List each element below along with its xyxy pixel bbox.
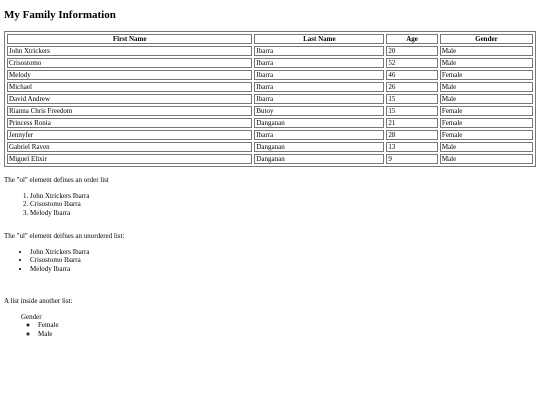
cell-gender: Male bbox=[440, 154, 533, 164]
outer-list bbox=[4, 313, 536, 339]
cell-last-name: Ibarra bbox=[254, 82, 384, 92]
list-item: 1. John Xtrickers Ibarra bbox=[30, 192, 536, 201]
cell-last-name: Danganan bbox=[254, 154, 384, 164]
cell-age: 20 bbox=[386, 46, 437, 56]
cell-first-name: Crisostomo bbox=[7, 58, 252, 68]
list-item: 2. Crisostomo Ibarra bbox=[30, 200, 536, 209]
cell-gender: Male bbox=[440, 58, 533, 68]
list-item: ◦ Female bbox=[38, 321, 536, 330]
table-row bbox=[7, 106, 533, 116]
cell-age: 28 bbox=[386, 130, 437, 140]
cell-last-name: Butoy bbox=[254, 106, 384, 116]
list-item: ◦ Male bbox=[38, 330, 536, 339]
cell-age: 15 bbox=[386, 106, 437, 116]
cell-gender: Male bbox=[440, 142, 533, 152]
cell-first-name: Gabriel Raven bbox=[7, 142, 252, 152]
column-header-gender: Gender bbox=[440, 34, 533, 44]
cell-gender: Female bbox=[440, 130, 533, 140]
cell-last-name: Ibarra bbox=[254, 130, 384, 140]
table-row bbox=[7, 130, 533, 140]
column-header-age: Age bbox=[386, 34, 437, 44]
table-row bbox=[7, 94, 533, 104]
cell-age: 9 bbox=[386, 154, 437, 164]
table-header-row bbox=[7, 34, 533, 44]
ordered-list bbox=[4, 192, 536, 218]
cell-last-name: Ibarra bbox=[254, 46, 384, 56]
column-header-last-name: Last Name bbox=[254, 34, 384, 44]
cell-last-name: Danganan bbox=[254, 118, 384, 128]
gender-label: Gender bbox=[21, 312, 42, 321]
ol-description: The "ol" element defines an order list bbox=[4, 176, 109, 184]
cell-gender: Female bbox=[440, 70, 533, 80]
cell-first-name: Princess Ronia bbox=[7, 118, 252, 128]
unordered-list bbox=[4, 248, 536, 274]
cell-gender: Male bbox=[440, 82, 533, 92]
nested-list-description: A list inside another list: bbox=[4, 297, 73, 305]
cell-first-name: Jennyfer bbox=[7, 130, 252, 140]
cell-first-name: David Andrew bbox=[7, 94, 252, 104]
cell-last-name: Ibarra bbox=[254, 94, 384, 104]
table-row bbox=[7, 142, 533, 152]
list-item: 3. Melody Ibarra bbox=[30, 209, 536, 218]
ul-description: The "ul" element deifnes an unordered list: bbox=[4, 232, 125, 240]
list-item: • John Xtrickers Ibarra bbox=[30, 248, 536, 257]
list-item: • Crisostomo Ibarra bbox=[30, 256, 536, 265]
cell-first-name: Melody bbox=[7, 70, 252, 80]
cell-age: 13 bbox=[386, 142, 437, 152]
cell-first-name: Miguel Elixir bbox=[7, 154, 252, 164]
cell-last-name: Ibarra bbox=[254, 70, 384, 80]
cell-gender: Female bbox=[440, 106, 533, 116]
cell-age: 21 bbox=[386, 118, 437, 128]
cell-age: 46 bbox=[386, 70, 437, 80]
list-item: • Melody Ibarra bbox=[30, 265, 536, 274]
outer-list-item bbox=[21, 313, 536, 339]
table-row bbox=[7, 82, 533, 92]
cell-last-name: Ibarra bbox=[254, 58, 384, 68]
page-title: My Family Information bbox=[4, 9, 116, 21]
table-row bbox=[7, 46, 533, 56]
cell-first-name: Michael bbox=[7, 82, 252, 92]
cell-age: 52 bbox=[386, 58, 437, 68]
cell-age: 26 bbox=[386, 82, 437, 92]
table-row bbox=[7, 58, 533, 68]
table-row bbox=[7, 118, 533, 128]
cell-first-name: John Xtrickers bbox=[7, 46, 252, 56]
cell-age: 15 bbox=[386, 94, 437, 104]
column-header-first-name: First Name bbox=[7, 34, 252, 44]
cell-gender: Female bbox=[440, 118, 533, 128]
cell-last-name: Danganan bbox=[254, 142, 384, 152]
table-row bbox=[7, 154, 533, 164]
cell-first-name: Rianna Chris Freedom bbox=[7, 106, 252, 116]
cell-gender: Male bbox=[440, 94, 533, 104]
cell-gender: Male bbox=[440, 46, 533, 56]
inner-list bbox=[21, 321, 536, 338]
family-table bbox=[4, 31, 536, 167]
table-row bbox=[7, 70, 533, 80]
